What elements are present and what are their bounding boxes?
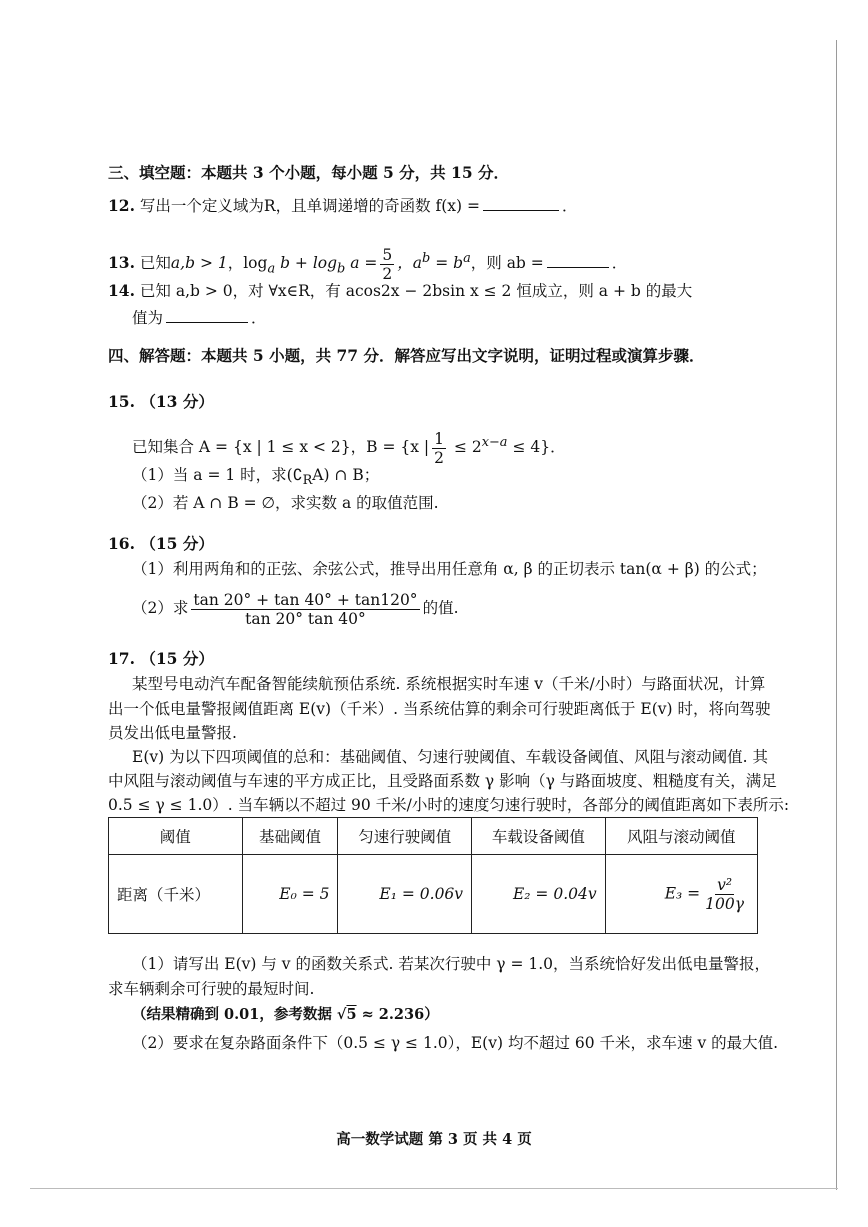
question-17-note-pre: （结果精确到 0.01，参考数据 √: [132, 1006, 347, 1023]
question-15-header: 15. （13 分）: [108, 392, 214, 411]
question-13-tail: ，则 ab =: [470, 254, 544, 273]
question-14-text: 已知 a,b > 0，对 ∀x∈R，有 acos2x − 2bsin x ≤ 2 恒成立，则 a + b 的最大: [139, 282, 693, 300]
table-header-cell: 风阻与滚动阈值: [605, 818, 757, 855]
question-17-para2-line1: E(v) 为以下四项阈值的总和：基础阈值、匀速行驶阈值、车载设备阈值、风阻与滚动阈值. 其: [132, 748, 768, 766]
question-15-part-1: [132, 464, 379, 492]
question-16-part2-tail: 的值.: [422, 599, 459, 617]
question-15-given-mid: ≤ 2: [449, 438, 482, 457]
question-17-para1-line2: 出一个低电量警报阈值距离 E(v)（千米）. 当系统估算的剩余可行驶距离低于 E(v) 时，将向驾驶: [108, 700, 771, 718]
page-right-rule: [836, 40, 837, 1190]
table-header-cell: 匀速行驶阈值: [338, 818, 472, 855]
question-12-end: ．: [562, 197, 578, 215]
table-cell-e3-num: v²: [717, 875, 733, 894]
question-13-log: ，log: [227, 254, 268, 273]
question-13-log-mid: b + log: [275, 254, 338, 273]
question-13-cond1: a,b > 1: [170, 254, 228, 273]
question-13-log-sub-b: b: [337, 261, 346, 277]
question-14-end: ．: [251, 309, 267, 327]
question-13-end: ．: [611, 254, 628, 273]
question-16-part-2: [132, 587, 459, 629]
question-13-cond2-mid: = b: [430, 254, 464, 273]
question-15-given-sup: x−a: [481, 435, 508, 450]
question-15-given: [132, 424, 566, 467]
threshold-table-header-row: [109, 818, 758, 855]
question-13-number: 13.: [108, 253, 135, 273]
table-cell-e3-den: 100γ: [705, 894, 744, 913]
page-bottom-rule: [30, 1188, 838, 1189]
answer-blank-12[interactable]: [483, 196, 559, 211]
question-14-number: 14.: [108, 281, 135, 300]
question-16-part-1: （1）利用两角和的正弦、余弦公式，推导出用任意角 α, β 的正切表示 tan(α + β) 的公式；: [132, 560, 767, 578]
threshold-table: [108, 817, 758, 934]
question-16-frac-den: tan 20° tan 40°: [245, 609, 366, 628]
question-12-text: 写出一个定义域为R，且单调递增的奇函数 f(x) =: [139, 197, 480, 215]
page-footer: 高一数学试题 第 3 页 共 4 页: [336, 1131, 532, 1148]
question-17-note-tail: ≈ 2.236）: [356, 1006, 439, 1023]
question-17-para2-line2: 中风阻与滚动阈值与车速的平方成正比，且受路面系数 γ 影响（γ 与路面坡度、粗糙度有关，满足: [108, 772, 777, 790]
question-14-line-2: [132, 307, 267, 329]
question-13-frac-num: 5: [382, 245, 393, 264]
question-16-part2-pre: （2）求: [132, 599, 189, 617]
question-13-sup1: b: [422, 251, 431, 266]
table-header-cell: 阈值: [109, 818, 243, 855]
question-13-cond2: ，a: [397, 254, 423, 273]
table-cell-e3: [605, 855, 757, 934]
question-16-frac-num: tan 20° + tan 40° + tan120°: [193, 590, 418, 609]
table-cell-e0: E₀ = 5: [242, 855, 338, 934]
question-16-fraction: [191, 591, 419, 628]
table-header-cell: 车载设备阈值: [472, 818, 606, 855]
table-cell-e1: E₁ = 0.06v: [338, 855, 472, 934]
question-13-frac-den: 2: [382, 264, 393, 283]
question-15-part-2: （2）若 A ∩ B = ∅，求实数 a 的取值范围.: [132, 494, 439, 512]
question-13-sup2: a: [463, 251, 471, 266]
question-13-pre: 已知: [139, 254, 171, 273]
threshold-table-value-row: [109, 855, 758, 934]
question-17-para1-line1: 某型号电动汽车配备智能续航预估系统. 系统根据实时车速 v（千米/小时）与路面状况，计算: [132, 675, 766, 693]
question-12-number: 12.: [108, 196, 135, 215]
question-15-given-tail: ≤ 4}．: [507, 438, 566, 457]
question-14-line2-text: 值为: [132, 309, 164, 327]
table-header-cell: 基础阈值: [242, 818, 338, 855]
question-15-frac-num: 1: [434, 429, 445, 448]
question-17-note-radicand: 5: [346, 1006, 357, 1023]
answer-blank-14[interactable]: [166, 308, 248, 323]
question-17-part-1-line1: （1）请写出 E(v) 与 v 的函数关系式. 若某次行驶中 γ = 1.0，当系统恰好发出低电量警报，: [132, 955, 771, 973]
question-17-header: 17. （15 分）: [108, 649, 214, 668]
question-13-log-tail: a =: [345, 254, 378, 273]
table-cell-e3-lhs: E₃ =: [664, 884, 701, 902]
question-15-given-pre: 已知集合 A = {x | 1 ≤ x < 2}，B = {x |: [132, 438, 430, 457]
question-12: [108, 195, 578, 217]
question-15-part1-text: （1）当 a = 1 时，求(∁: [132, 466, 303, 484]
question-16-header: 16. （15 分）: [108, 534, 214, 553]
question-15-fraction: [432, 430, 446, 467]
section-3-heading: 三、填空题：本题共 3 个小题，每小题 5 分，共 15 分．: [108, 163, 510, 182]
question-15-part1-sub: R: [302, 473, 313, 489]
question-17-note: [132, 1004, 439, 1026]
table-cell-e3-fraction: [703, 876, 746, 913]
question-17-part-2: （2）要求在复杂路面条件下（0.5 ≤ γ ≤ 1.0），E(v) 均不超过 60 千米，求车速 v 的最大值.: [132, 1034, 779, 1052]
question-15-part1-tail: A) ∩ B；: [312, 466, 380, 484]
question-13-log-sub-a: a: [267, 261, 276, 277]
question-17-para1-line3: 员发出低电量警报.: [108, 724, 237, 742]
answer-blank-13[interactable]: [547, 253, 609, 268]
table-cell-e2: E₂ = 0.04v: [472, 855, 606, 934]
table-row-label: 距离（千米）: [109, 855, 243, 934]
question-14-line-1: [108, 280, 692, 302]
question-17-part-1-line2: 求车辆剩余可行驶的最短时间.: [108, 980, 315, 998]
section-4-heading: 四、解答题：本题共 5 小题，共 77 分．解答应写出文字说明，证明过程或演算步骤．: [108, 346, 705, 365]
question-15-frac-den: 2: [434, 448, 445, 467]
question-13-fraction: [380, 246, 394, 283]
question-17-para2-line3: 0.5 ≤ γ ≤ 1.0）. 当车辆以不超过 90 千米/小时的速度匀速行驶时，各部分的阈值距离如下表所示:: [108, 796, 790, 814]
